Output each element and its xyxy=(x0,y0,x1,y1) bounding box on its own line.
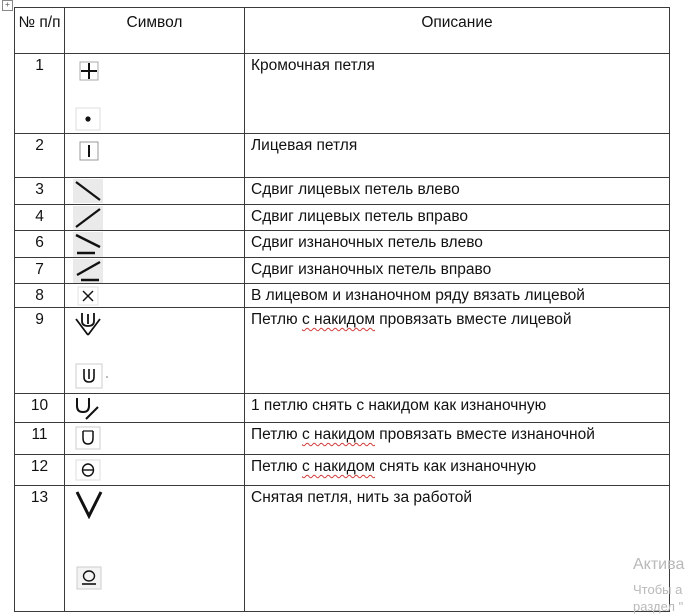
row-symbol xyxy=(65,258,245,284)
table-row xyxy=(15,178,670,205)
boxed-loop-icon xyxy=(76,566,102,590)
table-row xyxy=(15,205,670,231)
knitting-symbols-table xyxy=(14,7,670,612)
row-description: Петлю с накидом снять как изнаночную xyxy=(245,455,670,486)
row-description: Петлю с накидом провязать вместе изнаночной xyxy=(245,423,670,455)
table-row xyxy=(15,394,670,423)
knit-stitch-bar-icon xyxy=(77,139,101,163)
header-number: № п/п xyxy=(15,8,65,54)
row-number: 6 xyxy=(15,231,65,258)
row-number: 12 xyxy=(15,455,65,486)
row-description: Сдвиг изнаночных петель влево xyxy=(245,231,670,258)
row-number: 10 xyxy=(15,394,65,423)
knit-shift-left-icon xyxy=(73,179,103,203)
table-row xyxy=(15,231,670,258)
activation-watermark-title: Актива xyxy=(633,556,685,573)
yarn-over-purl-together-icon xyxy=(75,426,101,450)
row-number: 8 xyxy=(15,284,65,308)
row-description: В лицевом и изнаночном ряду вязать лицевой xyxy=(245,284,670,308)
row-number: 2 xyxy=(15,134,65,178)
row-symbol xyxy=(65,54,245,134)
row-symbol xyxy=(65,134,245,178)
row-symbol xyxy=(65,178,245,205)
row-symbol xyxy=(65,231,245,258)
yarn-over-slip-purlwise-icon xyxy=(75,459,101,481)
purl-shift-left-icon xyxy=(73,232,103,257)
table-header-row xyxy=(15,8,670,54)
row-symbol xyxy=(65,486,245,612)
row-symbol xyxy=(65,394,245,423)
row-symbol xyxy=(65,284,245,308)
dot-icon xyxy=(75,107,101,131)
header-symbol: Символ xyxy=(65,8,245,54)
activation-watermark-line: раздел " xyxy=(633,599,684,614)
purl-shift-right-icon xyxy=(73,259,103,283)
slip-yarn-over-icon xyxy=(73,395,101,421)
row-number: 13 xyxy=(15,486,65,612)
boxed-u-icon xyxy=(75,363,111,389)
table-row xyxy=(15,54,670,134)
edge-stitch-cross-icon xyxy=(77,59,101,83)
activation-watermark-line: Чтобы а xyxy=(633,582,683,597)
table-row xyxy=(15,423,670,455)
row-description: Петлю с накидом провязать вместе лицевой xyxy=(245,308,670,394)
table-row xyxy=(15,308,670,394)
row-description: Сдвиг лицевых петель влево xyxy=(245,178,670,205)
row-description: Сдвиг изнаночных петель вправо xyxy=(245,258,670,284)
row-number: 1 xyxy=(15,54,65,134)
table-row xyxy=(15,284,670,308)
table-row xyxy=(15,134,670,178)
row-description: Сдвиг лицевых петель вправо xyxy=(245,205,670,231)
row-number: 4 xyxy=(15,205,65,231)
table-move-handle-icon[interactable]: + xyxy=(2,0,13,11)
slipped-stitch-v-icon xyxy=(74,489,104,519)
row-symbol xyxy=(65,205,245,231)
knit-shift-right-icon xyxy=(73,206,103,230)
row-number: 7 xyxy=(15,258,65,284)
header-description: Описание xyxy=(245,8,670,54)
row-number: 9 xyxy=(15,308,65,394)
row-description: 1 петлю снять с накидом как изнаночную xyxy=(245,394,670,423)
cross-x-icon xyxy=(77,286,99,306)
table-row xyxy=(15,486,670,612)
row-symbol xyxy=(65,455,245,486)
row-description: Снятая петля, нить за работой xyxy=(245,486,670,612)
table-row xyxy=(15,455,670,486)
row-description: Лицевая петля xyxy=(245,134,670,178)
yarn-over-knit-together-icon xyxy=(73,311,103,337)
row-number: 11 xyxy=(15,423,65,455)
row-description: Кромочная петля xyxy=(245,54,670,134)
row-symbol xyxy=(65,423,245,455)
table-row xyxy=(15,258,670,284)
row-symbol xyxy=(65,308,245,394)
row-number: 3 xyxy=(15,178,65,205)
